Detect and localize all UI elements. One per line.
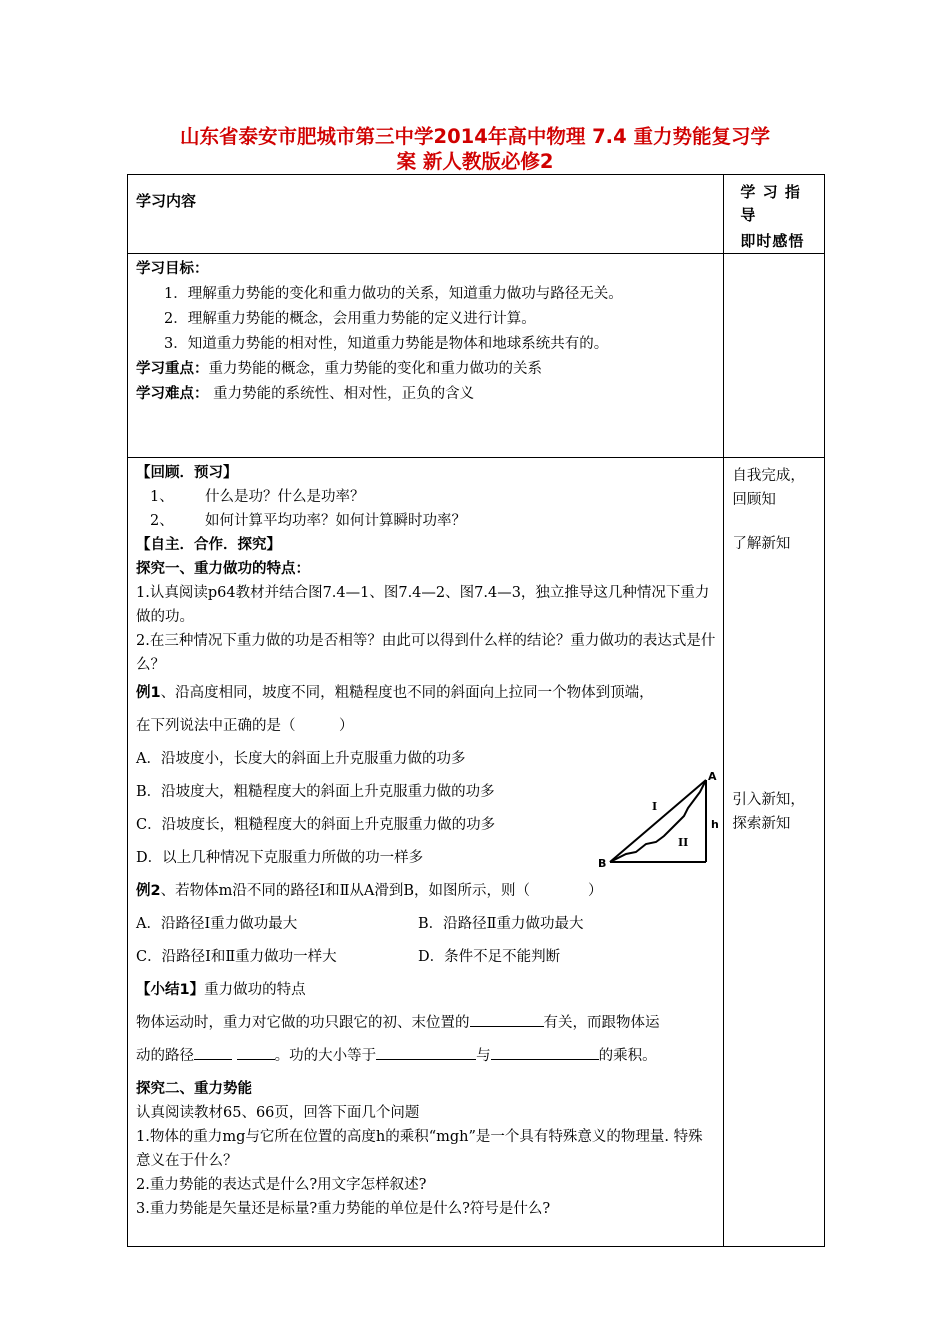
header-main-cell — [128, 175, 724, 254]
example1-option-b: B．沿坡度大，粗糙程度大的斜面上升克服重力做的功多 — [136, 784, 495, 800]
part1-title: 探究一、重力做功的特点： — [136, 561, 310, 577]
header-side-line2: 即时感悟 — [740, 232, 805, 250]
part1-p1: 1.认真阅读p64教材并结合图7.4—1、图7.4—2、图7.4—3，独立推导这几种情况下重力做的功。 — [136, 585, 710, 625]
side-note-1-line1: 自我完成， — [732, 468, 805, 484]
part2-q1: 1.物体的重力mg与它所在位置的高度h的乘积“mgh”是一个具有特殊意义的物理量. 特殊意义在于什么？ — [136, 1129, 703, 1169]
key-label: 学习重点： — [136, 361, 209, 377]
example2-options-row1 — [136, 908, 715, 941]
difficulties — [136, 382, 715, 407]
review-q2: 2、 如何计算平均功率？如何计算瞬时功率？ — [150, 513, 466, 529]
review-heading: 【回顾．预习】 — [136, 465, 238, 481]
example1-option-d: D．以上几种情况下克服重力所做的功一样多 — [136, 850, 424, 866]
review-q1: 1、 什么是功？什么是功率？ — [150, 489, 365, 505]
example2: 例2、若物体m沿不同的路径Ⅰ和Ⅱ从A滑到B，如图所示，则（ ） — [136, 883, 603, 899]
side-note-1 — [732, 464, 805, 512]
header-side-line1: 学 习 指 导 — [740, 183, 801, 224]
title-line-1: 山东省泰安市肥城市第三中学2014年高中物理 7.4 重力势能复习学 — [180, 125, 770, 148]
part2-q3: 3.重力势能是矢量还是标量?重力势能的单位是什么?符号是什么? — [136, 1201, 551, 1217]
goal-item-2: 2．理解重力势能的概念，会用重力势能的定义进行计算。 — [164, 311, 536, 327]
goals-cell — [128, 254, 724, 458]
main-content-cell — [128, 458, 724, 1247]
side-note-3 — [732, 788, 805, 836]
key-text: 重力势能的概念，重力势能的变化和重力做功的关系 — [208, 361, 542, 377]
key-points — [136, 357, 715, 382]
label-path-1: I — [652, 800, 658, 813]
part2-title: 探究二、重力势能 — [136, 1081, 252, 1097]
example2-options-row2 — [136, 941, 715, 974]
side-note-1-line2: 回顾知 — [732, 492, 776, 508]
diff-label: 学习难点： — [136, 386, 209, 402]
header-side-cell — [724, 175, 825, 254]
side-note-3-line2: 探索新知 — [732, 816, 791, 832]
diff-text: 重力势能的系统性、相对性，正负的含义 — [208, 386, 475, 402]
label-b: B — [598, 857, 607, 868]
summary-line1: 物体运动时，重力对它做的功只跟它的初、末位置的 有关，而跟物体运 — [136, 1007, 715, 1040]
example2-option-a: A．沿路径Ⅰ重力做功最大 — [136, 916, 298, 932]
example2-option-b: B．沿路径Ⅱ重力做功最大 — [418, 916, 584, 932]
example1-option-a: A．沿坡度小，长度大的斜面上升克服重力做的功多 — [136, 751, 466, 767]
summary-heading: 【小结1】重力做功的特点 — [136, 982, 306, 998]
title-line-2: 案 新人教版必修2 — [396, 150, 554, 173]
label-h: h — [711, 818, 719, 831]
example1-option-c: C．沿坡度长，粗糙程度大的斜面上升克服重力做的功多 — [136, 817, 496, 833]
side-note-2: 了解新知 — [732, 536, 791, 552]
example1-question: 在下列说法中正确的是（ ） — [136, 718, 354, 734]
summary-line2: 动的路径 。功的大小等于 与 的乘积。 — [136, 1040, 715, 1073]
worksheet-table — [127, 174, 825, 1247]
example2-option-d: D．条件不足不能判断 — [418, 949, 561, 965]
example1: 例1、沿高度相同，坡度不同，粗糙程度也不同的斜面向上拉同一个物体到顶端， — [136, 685, 654, 701]
incline-diagram — [596, 770, 722, 868]
main-side-cell — [724, 458, 825, 1247]
document-title — [120, 124, 830, 174]
label-a: A — [708, 770, 717, 783]
part1-p2: 2.在三种情况下重力做的功是否相等？由此可以得到什么样的结论？重力做功的表达式是什么？ — [136, 633, 716, 673]
part2-intro: 认真阅读教材65、66页，回答下面几个问题 — [136, 1105, 420, 1121]
goal-item-1: 1．理解重力势能的变化和重力做功的关系，知道重力做功与路径无关。 — [164, 286, 623, 302]
goal-item-3: 3．知道重力势能的相对性，知道重力势能是物体和地球系统共有的。 — [164, 336, 609, 352]
example2-option-c: C．沿路径Ⅰ和Ⅱ重力做功一样大 — [136, 949, 337, 965]
explore-heading: 【自主．合作．探究】 — [136, 537, 281, 553]
side-note-3-line1: 引入新知， — [732, 792, 805, 808]
label-path-2: II — [678, 836, 689, 849]
header-main-label: 学习内容 — [136, 192, 197, 210]
goals-label: 学习目标： — [136, 261, 209, 277]
part2-q2: 2.重力势能的表达式是什么?用文字怎样叙述? — [136, 1177, 427, 1193]
goals-side-cell — [724, 254, 825, 458]
path-1-line — [610, 780, 706, 862]
